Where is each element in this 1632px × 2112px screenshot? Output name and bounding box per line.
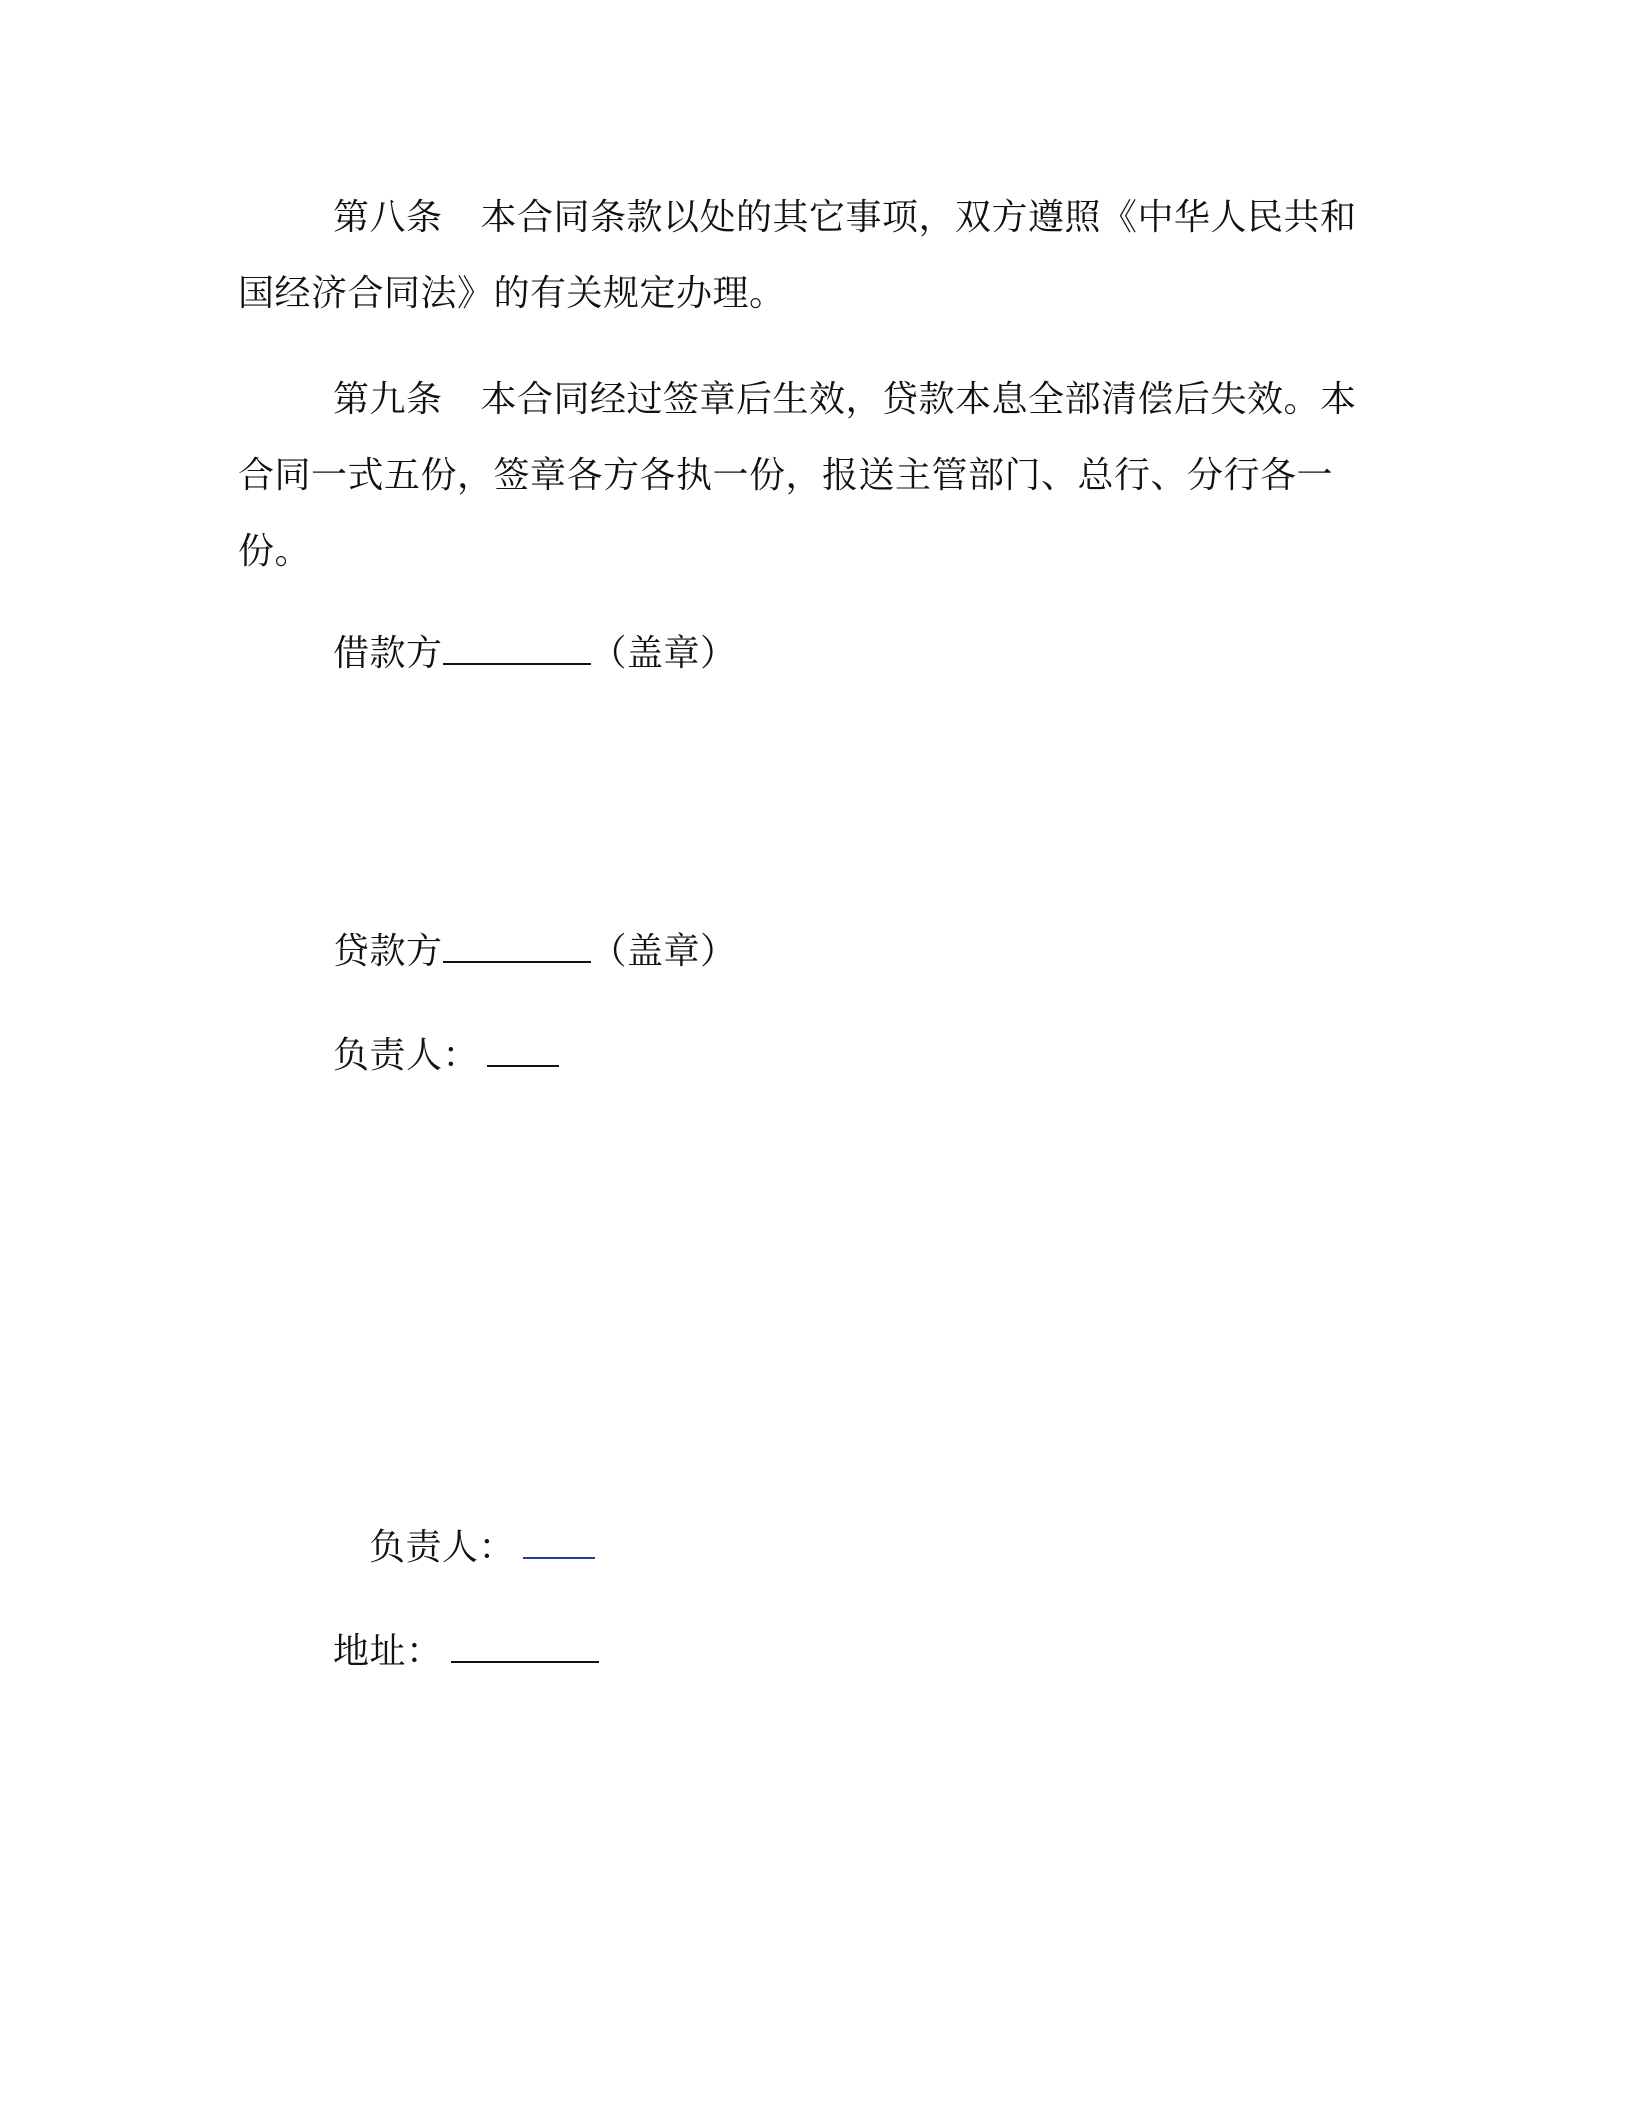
- article-9-number: 第九条: [333, 379, 443, 420]
- article-9-text-1: 本合同经过签章后生效，贷款本息全部清偿后失效。本: [480, 379, 1357, 420]
- person-in-charge-line-1: [333, 1034, 559, 1078]
- article-9-text-3: 份。: [238, 531, 312, 572]
- article-8-text-2: 国经济合同法》的有关规定办理。: [238, 273, 786, 314]
- article-9-line-1: [333, 378, 1357, 422]
- article-8-line-1: [333, 196, 1357, 240]
- person-in-charge-line-2: [369, 1526, 595, 1570]
- person-in-charge-blank-2[interactable]: [523, 1527, 595, 1559]
- borrower-blank[interactable]: [443, 633, 591, 665]
- article-8-number: 第八条: [333, 197, 443, 238]
- lender-seal: （盖章）: [590, 931, 737, 972]
- person-in-charge-blank-1[interactable]: [487, 1035, 559, 1067]
- borrower-signature-line: [333, 632, 737, 676]
- borrower-seal: （盖章）: [590, 633, 737, 674]
- person-in-charge-label-2: 负责人：: [369, 1527, 516, 1568]
- person-in-charge-label-1: 负责人：: [333, 1035, 480, 1076]
- article-8-text-1: 本合同条款以处的其它事项，双方遵照《中华人民共和: [480, 197, 1357, 238]
- lender-label: 贷款方: [333, 931, 443, 972]
- borrower-label: 借款方: [333, 633, 443, 674]
- lender-signature-line: [333, 930, 737, 974]
- address-label: 地址：: [333, 1631, 443, 1672]
- lender-blank[interactable]: [443, 931, 591, 963]
- article-9-line-2: [238, 454, 1333, 498]
- address-line: [333, 1630, 599, 1674]
- article-9-line-3: [238, 530, 311, 574]
- article-9-text-2: 合同一式五份，签章各方各执一份，报送主管部门、总行、分行各一: [238, 455, 1334, 496]
- article-8-line-2: [238, 272, 786, 316]
- address-blank[interactable]: [451, 1631, 599, 1663]
